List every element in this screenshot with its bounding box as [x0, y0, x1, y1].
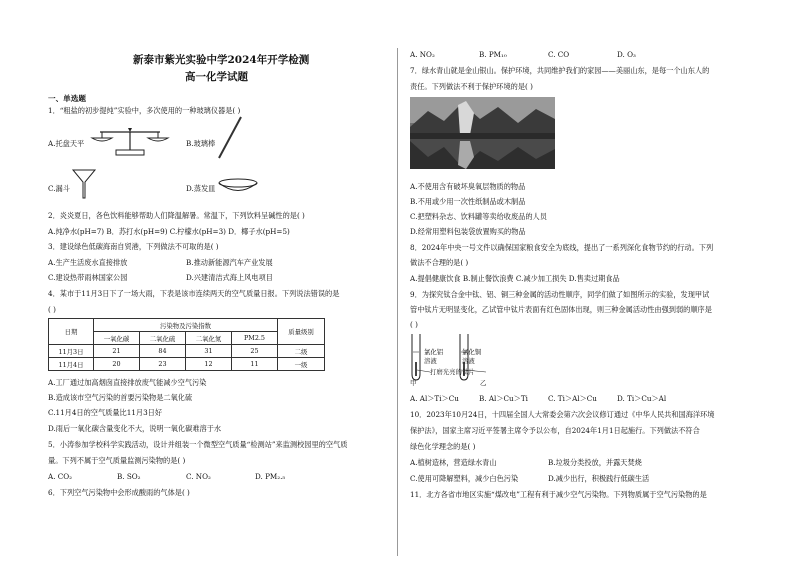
- q9-stem-line1: 9．为探究钛合金中钛、铝、铜三种金属的活动性顺序，同学们做了如图所示的实验，发现甲试: [410, 290, 710, 299]
- table-header-co: 一氧化碳: [94, 332, 140, 345]
- table-header-date: 日期: [49, 319, 94, 345]
- q9-option-b: B. Al＞Cu＞Ti: [479, 394, 528, 403]
- q3-option-d: D.兴建清洁式海上风电项目: [186, 273, 273, 282]
- table-row: [49, 345, 325, 358]
- q4-option-d: D.雨后一氧化碳含量变化不大，说明一氧化碳难溶于水: [48, 424, 222, 433]
- q10-stem-line2: 保护法》，国家主席习近平签署主席令予以公布，自2024年1月1日起施行。下列做法不符合: [410, 426, 700, 435]
- evaporating-dish-icon: [218, 178, 258, 194]
- q9-option-c: C. Ti＞Al＞Cu: [548, 394, 597, 403]
- table-cell: 11月3日: [49, 345, 94, 358]
- q10-option-d: D.减少出行，积极践行低碳生活: [548, 474, 650, 483]
- q7-option-b: B.不用或少用一次性纸制品或木制品: [410, 197, 526, 206]
- q5-option-a: A. CO₂: [48, 472, 73, 481]
- table-cell: 11: [232, 358, 278, 371]
- section-heading: 一、单选题: [48, 94, 86, 103]
- table-cell: 二级: [278, 345, 325, 358]
- q5-option-b: B. SO₂: [117, 472, 141, 481]
- glass-rod-icon: [215, 115, 245, 160]
- q4-paren: ( ): [48, 305, 56, 314]
- q1-stem: 1．“粗盐的初步提纯”实验中，多次使用的一种玻璃仪器是( ): [48, 106, 241, 115]
- q2-stem: 2．炎炎夏日，各色饮料能够帮助人们降温解暑。常温下，下列饮料呈碱性的是( ): [48, 211, 305, 220]
- q1-option-d: D.蒸发皿: [186, 184, 216, 193]
- tube-a-label-line1: 氯化铝: [424, 348, 444, 356]
- q6-option-c: C. CO: [548, 50, 570, 59]
- q7-stem-line1: 7．绿水青山就是金山银山。保护环境，共同维护我们的家园——美丽山东，是每一个山东人的: [410, 66, 710, 75]
- tube-b-label-line2: 溶液: [462, 357, 475, 365]
- q3-option-a: A.生产生活废水直接排放: [48, 258, 128, 267]
- air-quality-table: [48, 318, 325, 371]
- q10-stem-line3: 绿色化学理念的是( ): [410, 442, 476, 451]
- q8-stem-line2: 做法不合理的是( ): [410, 258, 469, 267]
- q7-option-d: D.经常用塑料包装袋放置购买的物品: [410, 227, 526, 236]
- table-header-index: 污染物及污染指数: [94, 319, 278, 332]
- tube-a-name: 甲: [410, 379, 417, 387]
- q6-option-d: D. O₃: [617, 50, 636, 59]
- table-header-pm25: PM2.5: [232, 332, 278, 345]
- q9-stem-line2: 管中钛片无明显变化，乙试管中钛片表面有红色固体出现，则三种金属活动性由强到弱的顺序是: [410, 305, 712, 314]
- q3-option-c: C.建设热带雨林国家公园: [48, 273, 128, 282]
- table-row: [49, 358, 325, 371]
- q2-options: A.纯净水(pH=7) B．苏打水(pH=9) C.柠檬水(pH=3) D．椰子水(pH=5): [48, 227, 290, 236]
- table-header-so2: 二氧化硫: [140, 332, 186, 345]
- q8-stem-line1: 8．2024年中央一号文件以确保国家粮食安全为底线，提出了一系列深化食物节约的行动。下列: [410, 243, 714, 252]
- q4-option-c: C.11月4日的空气质量比11月3日好: [48, 408, 163, 417]
- q5-option-c: C. NO₂: [186, 472, 211, 481]
- table-cell: 11月4日: [49, 358, 94, 371]
- q6-option-a: A. NO₂: [410, 50, 435, 59]
- q3-stem: 3．建设绿色低碳海南自贸港，下列做法不可取的是( ): [48, 242, 219, 251]
- q4-option-a: A.工厂通过加高烟囱直接排放废气能减少空气污染: [48, 378, 207, 387]
- q5-stem-line1: 5．小涛参加学校科学实践活动，设计并组装一个微型空气质量“检测站”来监测校园里的空气质: [48, 440, 348, 449]
- balance-scale-icon: [90, 120, 170, 160]
- q4-option-b: B.造成该市空气污染的首要污染物是二氧化硫: [48, 393, 193, 402]
- q9-option-d: D. Ti＞Cu＞Al: [617, 394, 667, 403]
- table-cell: 25: [232, 345, 278, 358]
- table-cell: 一级: [278, 358, 325, 371]
- q6-stem: 6．下列空气污染物中会形成酸雨的气体是( ): [48, 488, 190, 497]
- tube-a-label-line2: 溶液: [424, 357, 437, 365]
- table-cell: 20: [94, 358, 140, 371]
- table-cell: 31: [186, 345, 232, 358]
- q7-option-c: C.把塑料杂志、饮料罐等卖给收废品的人员: [410, 212, 547, 221]
- q10-option-a: A.植树造林，营造绿水青山: [410, 458, 497, 467]
- table-cell: 12: [186, 358, 232, 371]
- q11-stem: 11．北方各省市地区实施“煤改电”工程有利于减少空气污染物。下列物质属于空气污染物的是: [410, 490, 707, 499]
- funnel-icon: [72, 168, 96, 200]
- q4-stem: 4．某市于11月3日下了一场大雨，下表是该市连续两天的空气质量日报。下列说法错误的是: [48, 289, 340, 298]
- q9-option-a: A. Al＞Ti＞Cu: [410, 394, 459, 403]
- q7-stem-line2: 责任。下列做法不利于保护环境的是( ): [410, 82, 533, 91]
- table-cell: 21: [94, 345, 140, 358]
- table-cell: 84: [140, 345, 186, 358]
- titanium-label: 打磨光亮的钛片: [430, 368, 475, 376]
- q9-paren: ( ): [410, 320, 418, 329]
- table-header-grade: 质量级别: [278, 319, 325, 345]
- q10-option-b: B.垃圾分类投放，并露天焚烧: [548, 458, 642, 467]
- q10-option-c: C.使用可降解塑料，减少白色污染: [410, 474, 519, 483]
- column-divider: [397, 48, 398, 556]
- q8-options: A.提倡健康饮食 B.制止餐饮浪费 C.减少加工损失 D.售卖过期食品: [410, 274, 620, 283]
- exam-title: 高一化学试题: [185, 71, 248, 83]
- landscape-photo: [410, 97, 555, 169]
- tube-b-label-line1: 氯化铜: [462, 348, 482, 356]
- q5-option-d: D. PM₂.₅: [255, 472, 286, 481]
- q1-option-c: C.漏斗: [48, 184, 70, 193]
- q1-option-a: A.托盘天平: [48, 139, 85, 148]
- q6-option-b: B. PM₁₀: [479, 50, 507, 59]
- q3-option-b: B.推动新能源汽车产业发展: [186, 258, 273, 267]
- q7-option-a: A.不使用含有破坏臭氧层物质的物品: [410, 182, 526, 191]
- table-header-no2: 二氧化氮: [186, 332, 232, 345]
- tube-b-name: 乙: [480, 379, 487, 387]
- q5-stem-line2: 量。下列不属于空气质量监测污染物的是( ): [48, 456, 186, 465]
- school-title: 新泰市紫光实验中学2024年开学检测: [133, 54, 310, 66]
- q10-stem-line1: 10．2023年10月24日，十四届全国人大常委会第六次会议修订通过《中华人民共和国海洋环境: [410, 410, 715, 419]
- table-cell: 23: [140, 358, 186, 371]
- q1-option-b: B.玻璃棒: [186, 139, 216, 148]
